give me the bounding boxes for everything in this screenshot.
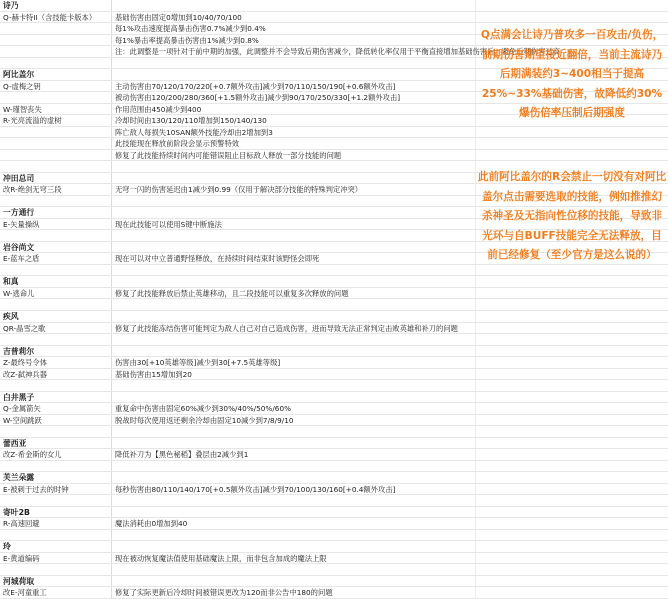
- hero-name: 蕾西亚: [3, 438, 27, 448]
- table-row: [0, 518, 668, 530]
- hero-name: 阿比盖尔: [3, 70, 35, 80]
- change-description: [115, 265, 475, 277]
- skill-name: [3, 495, 111, 507]
- skill-name: [3, 380, 111, 392]
- skill-name: [3, 196, 111, 208]
- table-row: [0, 553, 668, 565]
- change-description: 阵亡敌人每损失10SAN额外技能冷却由2增加到3: [115, 127, 273, 137]
- skill-name: R-高速回避: [3, 519, 40, 529]
- table-row: [0, 380, 668, 392]
- skill-name: 改Z-弑神兵器: [3, 369, 47, 379]
- change-description: 此技能现在释放前阶段会显示预警特效: [115, 139, 240, 149]
- table-row: [0, 426, 668, 438]
- skill-name: E-被刺于过去的时钟: [3, 484, 69, 494]
- table-row: [0, 357, 668, 369]
- skill-name: [3, 426, 111, 438]
- change-description: [115, 576, 475, 588]
- hero-name: 河城荷取: [3, 576, 35, 586]
- hero-name: 疾风: [3, 312, 19, 322]
- change-description: [115, 242, 475, 254]
- hero-header-row: [0, 0, 668, 12]
- hero-name: 芙兰朵露: [3, 473, 35, 483]
- change-description: 主动伤害由70/120/170/220[+0.7额外攻击]减少到70/110/150/190[+0.6额外攻击]: [115, 81, 396, 91]
- skill-name: [3, 230, 111, 242]
- hero-header-row: [0, 507, 668, 519]
- annotation-note: 此前阿比盖尔的R会禁止一切没有对阿比盖尔点击需要选取的技能，例如推推幻杀神圣及无指向性位移的技能，导致非光环与自BUFF技能完全无法释放，目前已经修复（至少官方是这么说的）: [477, 171, 667, 261]
- change-description: 基础伤害由15增加到20: [115, 369, 192, 379]
- table-row: [0, 484, 668, 496]
- skill-name: [3, 138, 111, 150]
- skill-name: [3, 35, 111, 47]
- change-description: 脱战时每次使用返还剩余冷却由固定10减少到7/8/9/10: [115, 415, 294, 425]
- hero-name: 冲田总司: [3, 173, 35, 183]
- change-description: [115, 541, 475, 553]
- skill-name: [3, 334, 111, 346]
- change-description: [115, 346, 475, 358]
- hero-header-row: [0, 276, 668, 288]
- hero-header-row: [0, 472, 668, 484]
- skill-name: [3, 46, 111, 58]
- hero-header-row: [0, 392, 668, 404]
- hero-header-row: [0, 541, 668, 553]
- change-description: 作用范围由450减少到400: [115, 104, 202, 114]
- change-description: [115, 334, 475, 346]
- change-description: [115, 461, 475, 473]
- table-row: [0, 530, 668, 542]
- skill-name: W-瑾智丧失: [3, 104, 42, 114]
- table-row: [0, 150, 668, 162]
- table-row: [0, 461, 668, 473]
- hero-name: 诗乃: [3, 1, 19, 10]
- table-row: [0, 334, 668, 346]
- change-description: 注：此调整是一项针对于前中期的加强，此调整并不会导致后期伤害减少，降低转化率仅用于平衡直接增加基础伤害后，避免后期伤害过高: [115, 47, 561, 57]
- hero-header-row: [0, 576, 668, 588]
- skill-name: [3, 150, 111, 162]
- table-row: [0, 12, 668, 24]
- table-row: [0, 495, 668, 507]
- skill-name: [3, 92, 111, 104]
- table-row: [0, 138, 668, 150]
- skill-name: [3, 564, 111, 576]
- skill-name: [3, 161, 111, 173]
- hero-name: 一方通行: [3, 208, 35, 218]
- table-row: [0, 587, 668, 599]
- change-description: [115, 276, 475, 288]
- change-description: [115, 173, 475, 185]
- table-row: [0, 323, 668, 335]
- skill-name: 改R-绝剑无穹三段: [3, 185, 62, 195]
- table-row: [0, 127, 668, 139]
- change-description: 每秒伤害由80/110/140/170[+0.5额外攻击]减少到70/100/130/160[+0.4额外攻击]: [115, 484, 396, 494]
- hero-name: 吉普莉尔: [3, 346, 35, 356]
- change-description: 每1%攻击速度提高暴击伤害0.7%减少到0.4%: [115, 24, 266, 34]
- skill-name: W-逃命儿: [3, 288, 35, 298]
- change-description: 降低补刀为【黑色秘稻】叠层由2减少到1: [115, 450, 249, 460]
- change-description: [115, 0, 475, 12]
- skill-name: [3, 530, 111, 542]
- change-description: 修复了此技能持续时间内可能错误阻止目标敌人释放一部分技能的问题: [115, 150, 342, 160]
- skill-name: [3, 461, 111, 473]
- skill-name: [3, 265, 111, 277]
- change-description: [115, 58, 475, 70]
- skill-name: [3, 23, 111, 35]
- hero-name: 岩谷尚文: [3, 242, 35, 252]
- skill-name: E-蓝车之盾: [3, 254, 40, 264]
- change-description: [115, 438, 475, 450]
- skill-name: R-光亮流溢的虚树: [3, 116, 62, 126]
- change-description: 修复了实际更新后冷却时间被错误更改为120而非公告中180的问题: [115, 588, 333, 598]
- change-description: [115, 230, 475, 242]
- skill-name: Q-金属箭矢: [3, 404, 41, 414]
- hero-header-row: [0, 346, 668, 358]
- skill-name: 改Z-希金斯的女儿: [3, 450, 62, 460]
- skill-name: Z-最终号令体: [3, 358, 47, 368]
- change-description: 现在被动恢复魔法值使用基础魔法上限，而非包含加成的魔法上限: [115, 553, 327, 563]
- change-description: 现在可以对中立普通野怪释放，在持续时间结束时该野怪会即死: [115, 254, 320, 264]
- table-row: [0, 564, 668, 576]
- change-description: [115, 392, 475, 404]
- change-description: 重复命中伤害由固定60%减少到30%/40%/50%/60%: [115, 404, 292, 414]
- skill-name: Q-虚梅之钥: [3, 81, 41, 91]
- skill-name: E-黄道编码: [3, 553, 40, 563]
- table-row: [0, 415, 668, 427]
- change-description: 魔法消耗由0增加到40: [115, 519, 188, 529]
- table-row: [0, 403, 668, 415]
- change-description: [115, 495, 475, 507]
- change-description: 冷却时间由130/120/110增加到150/140/130: [115, 116, 267, 126]
- change-description: 每1%暴击率提高暴击伤害由1%减少到0.8%: [115, 35, 259, 45]
- change-description: [115, 300, 475, 312]
- change-description: [115, 311, 475, 323]
- change-description: 修复了此技能释放后禁止英雄移动，且二段技能可以重复多次释放的问题: [115, 288, 349, 298]
- change-description: [115, 564, 475, 576]
- change-description: [115, 196, 475, 208]
- change-description: 现在此技能可以使用S键中断施法: [115, 219, 222, 229]
- hero-name: 白井黑子: [3, 392, 35, 402]
- skill-name: [3, 58, 111, 70]
- skill-name: Q-赫卡特II（含技能卡版本）: [3, 12, 97, 22]
- hero-name: 寄叶2B: [3, 507, 30, 517]
- change-description: [115, 530, 475, 542]
- change-description: 被动伤害由120/200/280/360[+1.5额外攻击]减少到90/170/250/330[+1.2额外攻击]: [115, 93, 401, 103]
- change-description: [115, 426, 475, 438]
- table-row: [0, 300, 668, 312]
- change-description: [115, 69, 475, 81]
- table-row: [0, 288, 668, 300]
- change-description: 修复了此技能冻结伤害可能判定为敌人自己对自己造成伤害，进而导致无法正常判定击败英雄和补刀的问题: [115, 323, 458, 333]
- change-description: [115, 207, 475, 219]
- hero-name: 和真: [3, 277, 19, 287]
- skill-name: [3, 300, 111, 312]
- hero-name: 玲: [3, 542, 11, 552]
- change-description: [115, 161, 475, 173]
- skill-name: E-矢量操纵: [3, 219, 40, 229]
- change-description: 伤害由30[+10英雄等级]减少到30[+7.5英雄等级]: [115, 358, 281, 368]
- change-description: [115, 380, 475, 392]
- table-row: [0, 265, 668, 277]
- hero-header-row: [0, 311, 668, 323]
- skill-name: [3, 127, 111, 139]
- skill-name: W-空间跳跃: [3, 415, 42, 425]
- change-description: [115, 472, 475, 484]
- table-row: [0, 449, 668, 461]
- skill-name: QR-晶雪之歌: [3, 323, 46, 333]
- table-row: [0, 369, 668, 381]
- skill-name: 改E-河童重工: [3, 588, 47, 598]
- annotation-note: Q点满会让诗乃普攻多一百攻击/负伤，前期伤害期望接近翻倍，当前主流诗乃后期满装约3~400相当于提高25%~33%基础伤害，故降低约30%爆伤倍率压制后期强度: [480, 29, 664, 119]
- change-description: [115, 507, 475, 519]
- hero-header-row: [0, 438, 668, 450]
- change-description: 基础伤害由固定0增加到10/40/70/100: [115, 12, 242, 22]
- change-description: 无穹一闪的伤害延迟由1减少到0.99（仅用于解决部分技能的特殊判定冲突）: [115, 185, 363, 195]
